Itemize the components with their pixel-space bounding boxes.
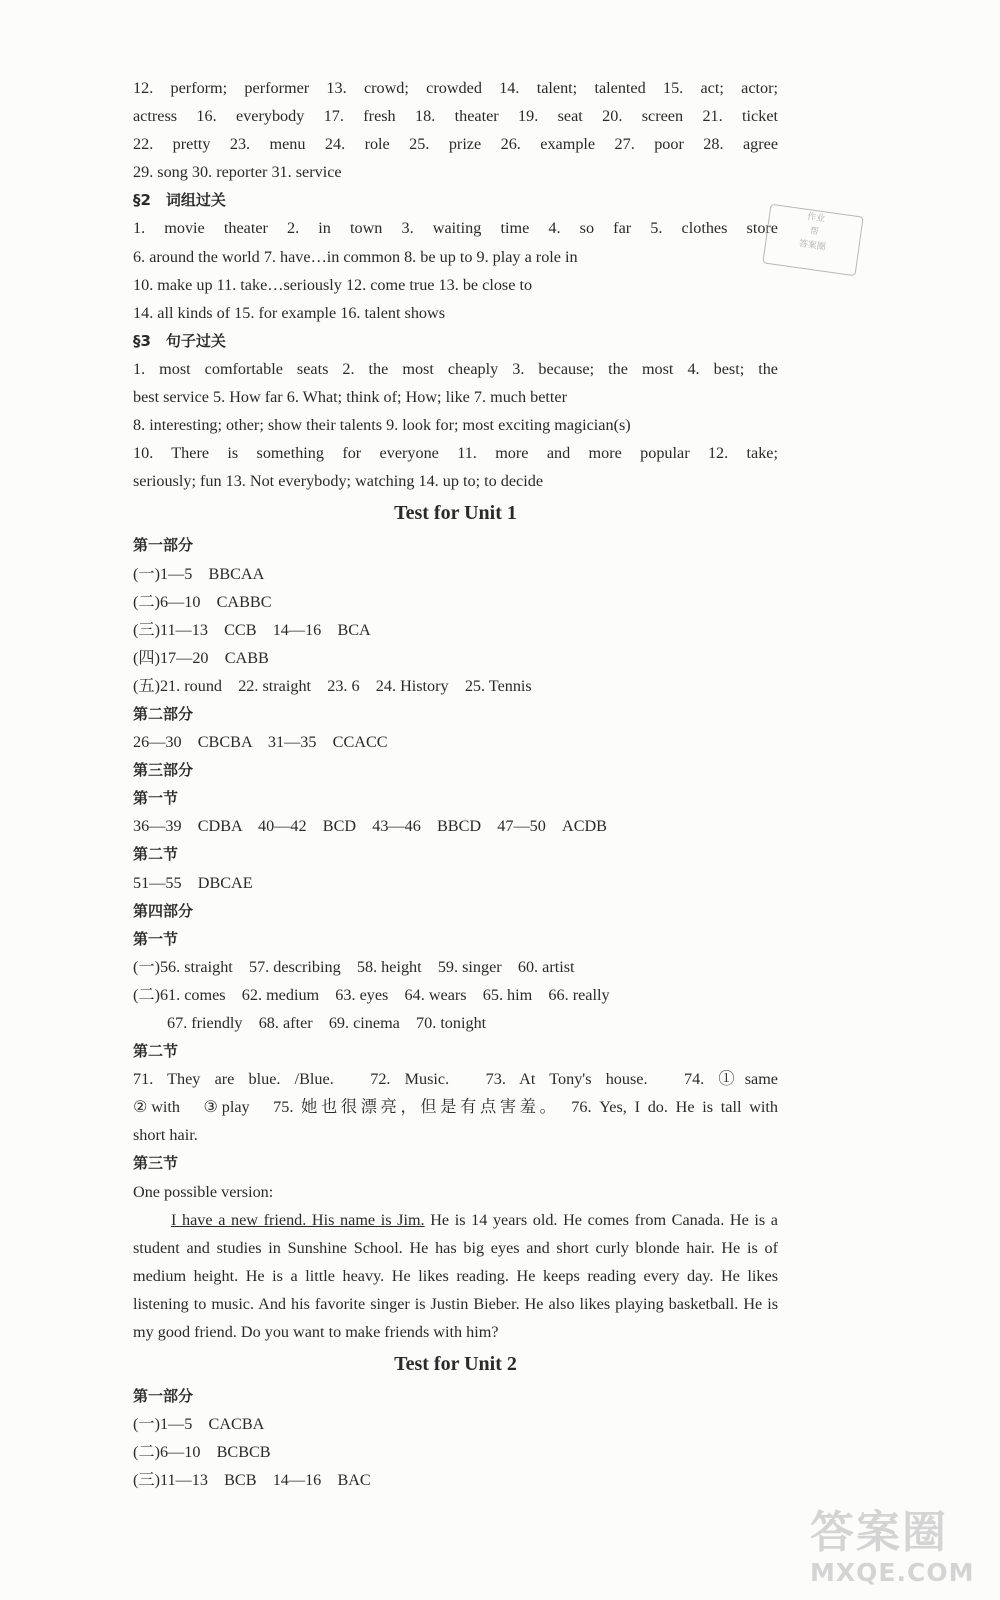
- stamp-line: 答案圈: [798, 239, 827, 253]
- sample-essay: [133, 1206, 778, 1346]
- watermark-text: 答案圈: [810, 1507, 948, 1558]
- part-heading: 第三部分: [133, 761, 194, 780]
- text-line: (二)6—10 BCBCB: [133, 1443, 271, 1462]
- text-line: (二)6—10 CABBC: [133, 592, 272, 611]
- unit-title: Test for Unit 1: [394, 502, 517, 525]
- stamp-logo: [762, 204, 863, 276]
- text-line: short hair.: [133, 1126, 198, 1145]
- text-line: 12. perform; performer 13. crowd; crowded 14. talent; talented 15. act; actor;: [133, 79, 778, 97]
- text-line: (一)1—5 BBCAA: [133, 564, 265, 583]
- text-line: (一)1—5 CACBA: [133, 1415, 265, 1434]
- text-line: 71. They are blue. /Blue. 72. Music. 73. At Tony's house. 74. ①same: [133, 1070, 778, 1089]
- section-heading: §3 句子过关: [133, 331, 226, 350]
- text-line: best service 5. How far 6. What; think of; How; like 7. much better: [133, 388, 567, 407]
- text-line: ②with ③play 75. 她也很漂亮，但是有点害羞。 76. Yes, I do. He is tall with: [133, 1098, 778, 1117]
- text-line: (一)56. straight 57. describing 58. height 59. singer 60. artist: [133, 957, 575, 976]
- part-heading: 第三节: [133, 1154, 179, 1173]
- stamp-line: 帮: [808, 226, 820, 238]
- text-line: 14. all kinds of 15. for example 16. talent shows: [133, 303, 446, 322]
- part-heading: 第一部分: [133, 1387, 194, 1406]
- text-line: actress 16. everybody 17. fresh 18. theater 19. seat 20. screen 21. ticket: [133, 107, 778, 126]
- text-line: 1. most comfortable seats 2. the most cheaply 3. because; the most 4. best; the: [133, 359, 778, 378]
- text-line: 26—30 CBCBA 31—35 CCACC: [133, 733, 388, 752]
- answer-page: [133, 74, 778, 1495]
- text-line: 22. pretty 23. menu 24. role 25. prize 26. example 27. poor 28. agree: [133, 135, 778, 154]
- part-heading: 第一部分: [133, 536, 194, 555]
- part-heading: 第二节: [133, 845, 179, 864]
- essay-underlined: I have a new friend. His name is Jim.: [171, 1210, 425, 1229]
- essay-body: He is 14 years old. He comes from Canada. He is a student and studies in Sunshine School. He has big eyes and short curly blonde hair. He is of medium height. He is a little heavy. He likes reading. He keeps reading every day. He likes listening to music. And his favorite singer is Justin Bieber. He also likes playing basketball. He is my good friend. Do you want to make friends with him?: [133, 1210, 778, 1342]
- text-line: 8. interesting; other; show their talents 9. look for; most exciting magician(s): [133, 416, 631, 435]
- watermark-logo: [810, 1508, 990, 1600]
- text-line: 10. There is something for everyone 11. more and more popular 12. take;: [133, 444, 778, 463]
- text-line: 1. movie theater 2. in town 3. waiting time 4. so far 5. clothes store: [133, 219, 778, 238]
- unit-title: Test for Unit 2: [394, 1353, 517, 1376]
- text-line: One possible version:: [133, 1182, 274, 1201]
- section-heading: §2 词组过关: [133, 191, 226, 210]
- watermark-url: MXQE.COM: [810, 1558, 975, 1587]
- part-heading: 第二部分: [133, 704, 194, 723]
- text-line: (二)61. comes 62. medium 63. eyes 64. wears 65. him 66. really: [133, 985, 610, 1004]
- text-line: 51—55 DBCAE: [133, 873, 253, 892]
- part-heading: 第二节: [133, 1042, 179, 1061]
- text-line: 67. friendly 68. after 69. cinema 70. tonight: [167, 1014, 487, 1032]
- text-line: (四)17—20 CABB: [133, 648, 269, 667]
- stamp-line: 作业: [806, 212, 826, 225]
- part-heading: 第一节: [133, 929, 179, 948]
- text-line: (三)11—13 BCB 14—16 BAC: [133, 1471, 371, 1490]
- text-line: 29. song 30. reporter 31. service: [133, 163, 342, 182]
- text-line: 36—39 CDBA 40—42 BCD 43—46 BBCD 47—50 ACDB: [133, 817, 607, 836]
- text-line: (五)21. round 22. straight 23. 6 24. History 25. Tennis: [133, 676, 532, 695]
- text-line: 10. make up 11. take…seriously 12. come true 13. be close to: [133, 275, 533, 294]
- text-line: (三)11—13 CCB 14—16 BCA: [133, 620, 371, 639]
- part-heading: 第四部分: [133, 901, 194, 920]
- part-heading: 第一节: [133, 789, 179, 808]
- text-line: 6. around the world 7. have…in common 8. be up to 9. play a role in: [133, 247, 578, 266]
- text-line: seriously; fun 13. Not everybody; watching 14. up to; to decide: [133, 472, 544, 491]
